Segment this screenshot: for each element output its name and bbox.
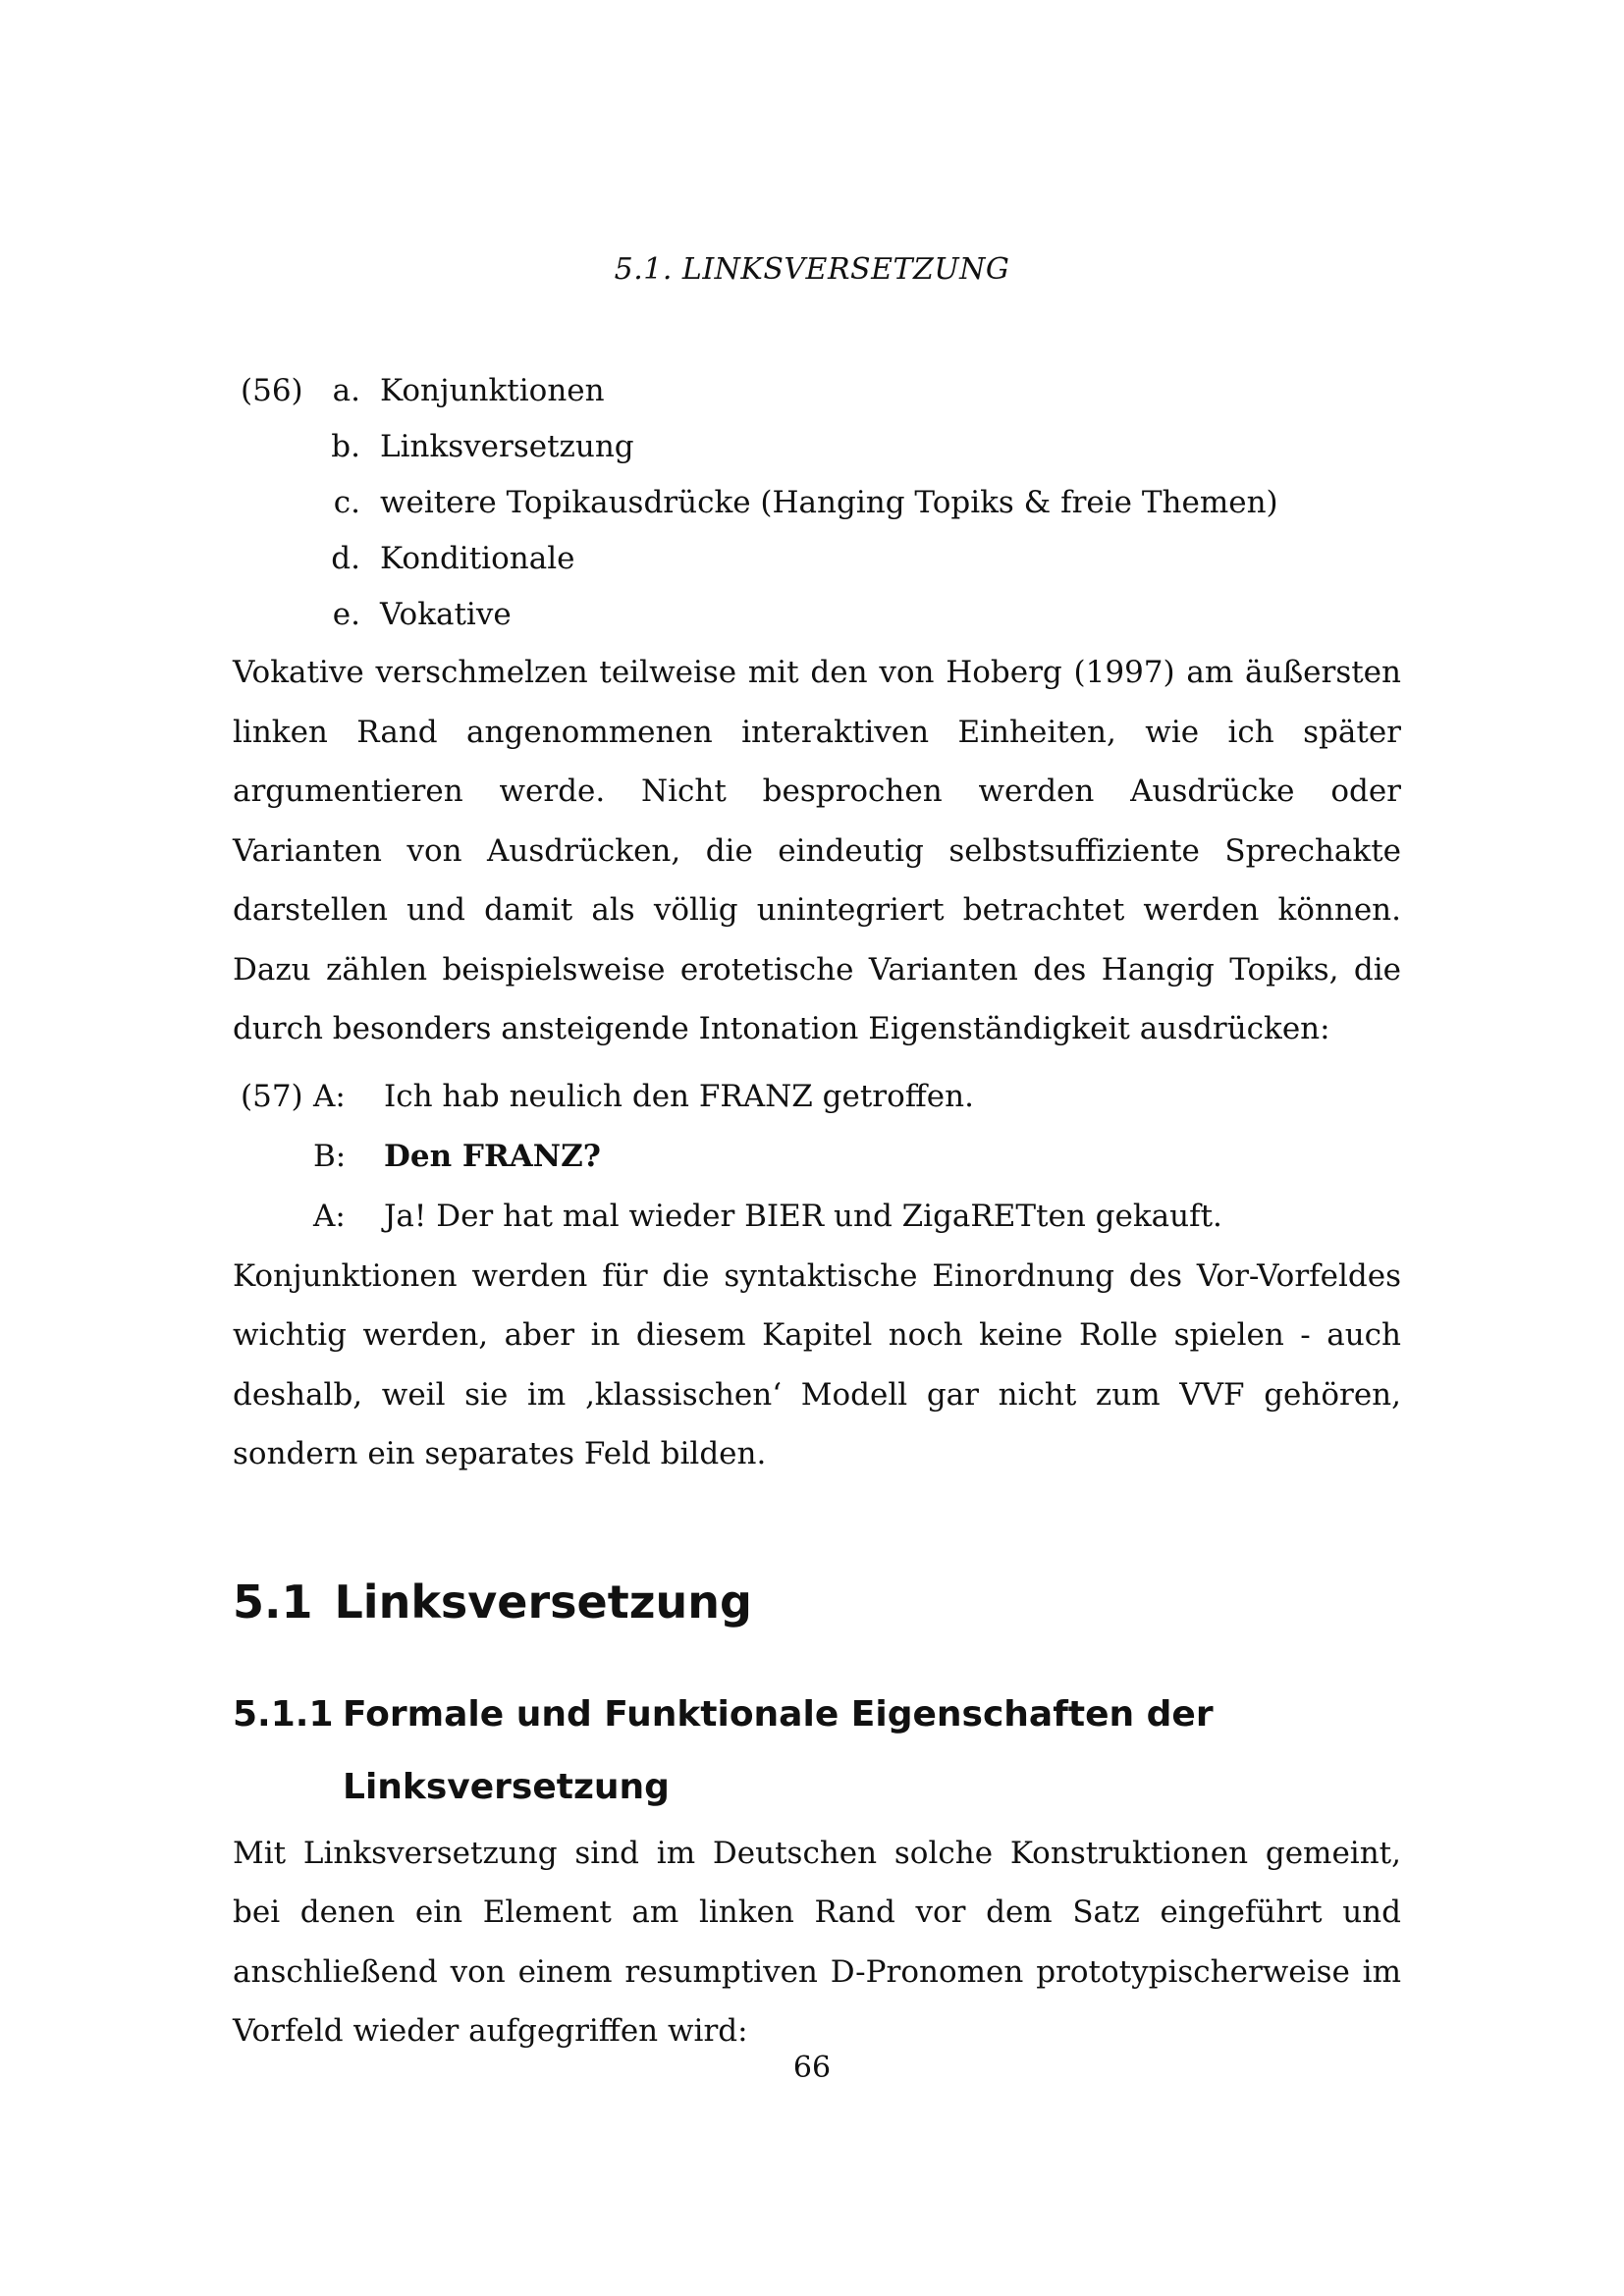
list-item-text: weitere Topikausdrücke (Hanging Topiks & freie Themen) [380, 485, 1278, 520]
subsection-heading [233, 1679, 1401, 1824]
list-item-text: Konjunktionen [380, 373, 605, 408]
dialogue-line: Ich hab neulich den FRANZ getroffen. [384, 1078, 974, 1114]
list-item-text: Linksversetzung [380, 429, 634, 464]
list-item-label: e. [332, 597, 360, 632]
speaker-label: A: [313, 1078, 346, 1114]
list-item-label: d. [331, 541, 360, 576]
dialogue-line: Ja! Der hat mal wieder BIER und ZigaRETten gekauft. [384, 1198, 1222, 1234]
subsection-title-line2: Linksversetzung [343, 1766, 670, 1807]
body-paragraph: Vokative verschmelzen teilweise mit den von Hoberg (1997) am äußersten linken Rand angenommenen interaktiven Einheiten, wie ich später argumentieren werde. Nicht besprochen werden Ausdrücke oder Varianten von Ausdrücken, die eindeutig selbstsuffiziente Sprechakte darstellen und damit als völlig unintegriert betrachtet werden können. Dazu zählen beispielsweise erotetische Varianten des Hangig Topiks, die durch besonders ansteigende Intonation Eigenständigkeit ausdrücken: [233, 655, 1401, 1046]
body-paragraph: Mit Linksversetzung sind im Deutschen solche Konstruktionen gemeint, bei denen ein Element am linken Rand vor dem Satz eingeführt und anschließend von einem resumptiven D-Pronomen prototypischerweise im Vorfeld wieder aufgegriffen wird: [233, 1835, 1401, 2049]
section-heading [233, 1573, 1401, 1631]
example-57-dialogue [233, 1067, 1401, 1247]
page-content [233, 363, 1401, 2061]
list-item-label: c. [333, 485, 360, 520]
example-number: (56) [241, 373, 303, 408]
section-title: Linksversetzung [334, 1575, 752, 1629]
body-paragraph: Konjunktionen werden für die syntaktische Einordnung des Vor-Vorfeldes wichtig werden, aber in diesem Kapitel noch keine Rolle spielen - auch deshalb, weil sie im ‚klassischen‘ Modell gar nicht zum VVF gehören, sondern ein separates Feld bilden. [233, 1257, 1401, 1471]
list-item-text: Vokative [380, 597, 512, 632]
running-header: 5.1. LINKSVERSETZUNG [614, 252, 1010, 287]
example-number: (57) [241, 1078, 303, 1114]
speaker-label: B: [313, 1138, 347, 1174]
page-number: 66 [792, 2051, 832, 2085]
list-item-label: b. [331, 429, 360, 464]
speaker-label: A: [313, 1198, 346, 1234]
subsection-number: 5.1.1 [233, 1693, 334, 1735]
list-item-text: Konditionale [380, 541, 575, 576]
section-number: 5.1 [233, 1575, 313, 1629]
list-item-label: a. [332, 373, 360, 408]
example-56-list [233, 363, 1401, 643]
dialogue-line: Den FRANZ? [384, 1138, 601, 1174]
subsection-title-line1: Formale und Funktionale Eigenschaften der [343, 1693, 1214, 1735]
